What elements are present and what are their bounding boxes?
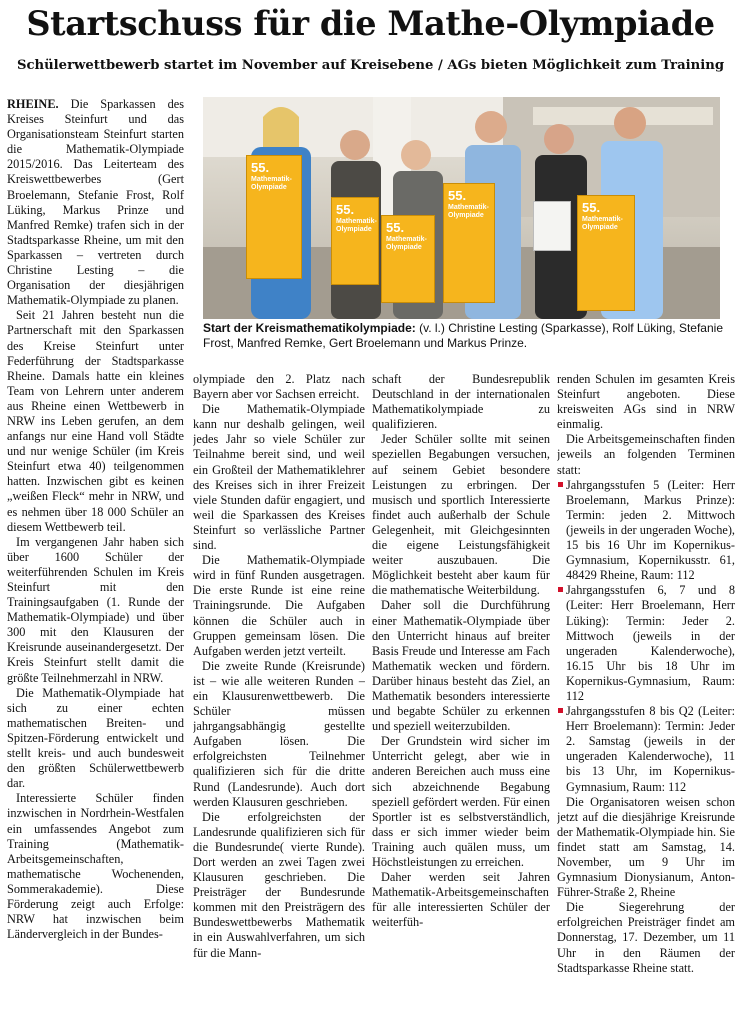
paragraph-19: Die Siegerehrung der erfolgreichen Preisträger findet am Donnerstag, 17. Dezember, um 11 Uhr in den Räumen der Stadtsparkasse Rheine statt.	[557, 900, 735, 975]
headline: Startschuss für die Mathe-Olympiade	[26, 4, 715, 43]
paragraph-14: Der Grundstein wird sicher im Unterricht gelegt, aber wie in anderen Bereichen auch muss eine sich abzeichnende Begabung speziell gefördert werden. Für einen Sportler ist es selbstverständlich, dass er sich immer wieder beim Training auch quälen muss, um Höchstleistungen zu erreichen.	[372, 734, 550, 869]
paragraph-10: Die erfolgreichsten der Landesrunde qualifizieren sich für die Bundesrunde( vierte Runde). Dort werden an zwei Tagen zwei Klausuren geschrieben. Die Preisträger der Bundesrunde kommen mit den Preisträgern des Bundeswettbewerbs Mathematik in ein Auswahlverfahren, um sich für die Mann-	[193, 809, 365, 960]
paragraph-18: Die Organisatoren weisen schon jetzt auf die diesjährige Kreisrunde der Mathematik-Olympiade hin. Sie findet statt am Samstag, 14. November, um 9 Uhr im Gymnasium Dionysianum, Anton-Führer-Straße 2, Rheine	[557, 794, 735, 900]
paragraph-1: RHEINE. Die Sparkassen des Kreises Steinfurt und das Organisationsteam Steinfurt starten die Mathematik-Olympiade 2015/2016. Das Leiterteam des Kreiswettbewerbes (Gert Broelemann, Stefanie Frost, Rolf Lüking, Markus Prinze und Manfred Remke) trafen sich in der Stadtsparkasse Rheine, um mit den Sparkassen – vertreten durch Christine Lesting – die Organisation der diesjährigen Mathematik-Olympiade zu planen.	[7, 97, 184, 308]
paragraph-7: Die Mathematik-Olympiade kann nur deshalb gelingen, weil jedes Jahr so viele Schüler zur Teilnahme bereit sind, und weil ein Großteil der Mathematiklehrer des Kreises sich in ihrer Freizeit viele Stunden dafür engagiert, und weil die Sparkassen des Kreises Steinfurt so verlässliche Partner sind.	[193, 402, 365, 553]
paragraph-17: Die Arbeitsgemeinschaften finden jeweils an folgenden Terminen statt:	[557, 432, 735, 477]
poster-2: 55. Mathematik-Olympiade	[331, 197, 379, 285]
paragraph-2: Seit 21 Jahren besteht nun die Partnerschaft mit den Sparkassen des Kreise Steinfurt unter Federführung der Stadtsparkasse Rheine. Damals hatte ein kleines Team von Lehrern unter anderem aus Rheine einen Wettbewerb in NRW ins Leben gerufen, an dem anfangs nur eine Hand voll Städte und nur wenige Schüler (im Kreis Steinfurt etwa 40) teilgenommen hatten. Inzwischen gibt es keinen „weißen Fleck“ mehr in NRW, und es nehmen über 18 000 Schüler an diesem Wettbewerb teil.	[7, 308, 184, 534]
bullet-square-icon	[558, 482, 563, 487]
caption-text: (v. l.) Christine Lesting (Sparkasse), Rolf Lüking, Stefanie Frost, Manfred Remke, Gert Broelemann und Markus Prinze.	[203, 321, 723, 350]
paragraph-6: olympiade den 2. Platz nach Bayern aber vor Sachsen erreicht.	[193, 372, 365, 402]
article-column-1-text	[7, 97, 184, 1027]
photo-caption	[203, 321, 727, 351]
article-column-2	[193, 372, 365, 1027]
poster-4: 55. Mathematik-Olympiade	[443, 183, 495, 303]
poster-3: 55. Mathematik-Olympiade	[381, 215, 435, 303]
schedule-item: Jahrgangsstufen 6, 7 und 8 (Leiter: Herr Broelemann, Herr Lüking): Termin: Jeder 2. Mittwoch (jeweils in der ungeraden Kalenderwoche), 16.15 Uhr bis 18 Uhr im Kopernikus-Gymnasium, Raum: 112	[557, 583, 735, 704]
paragraph-15: Daher werden seit Jahren Mathematik-Arbeitsgemeinschaften für alle interessierten Schüler der weiterfüh-	[372, 870, 550, 930]
schedule-item: Jahrgangsstufen 8 bis Q2 (Leiter: Herr Broelemann): Termin: Jeder 2. Samstag (jeweils in der ungeraden Kalenderwoche), 11 bis 13 Uhr, im Kopernikus-Gymnasium, Raum: 112	[557, 704, 735, 795]
article-column-3	[372, 372, 550, 1027]
paragraph-16: renden Schulen im gesamten Kreis Steinfurt angeboten. Diese kreisweiten AGs sind in NRW einmalig.	[557, 372, 735, 432]
certificate-paper	[533, 201, 571, 251]
article-photo	[203, 97, 720, 319]
paragraph-13: Daher soll die Durchführung einer Mathematik-Olympiade über den Unterricht hinaus auf breiter Basis Freude und Interesse am Fach Mathematik wecken und fördern. Darüber hinaus besteht das Ziel, an Mathematik besonders interessierte und begabte Schüler zu erkennen und speziell weiterzubilden.	[372, 598, 550, 734]
paragraph-9: Die zweite Runde (Kreisrunde) ist – wie alle weiteren Runden – ein Klausurenwettbewerb. Die Schüler müssen jahrgangsabhängig gestellte Aufgaben lösen. Die erfolgreichsten Teilnehmer qualifizieren sich für die dritte Rund (Landesrunde). Auch dort werden Klausuren geschrieben.	[193, 658, 365, 809]
dateline: RHEINE.	[7, 97, 59, 111]
article-column-4	[557, 372, 735, 1027]
paragraph-5: Interessierte Schüler finden inzwischen in Nordrhein-Westfalen ein umfassendes Angebot zum Training (Mathematik-Arbeitsgemeinschaften, mathematische Wochenenden, Sommerakademie). Diese Förderung zeigt auch Erfolge: NRW hat inzwischen beim Ländervergleich in der Bundes-	[7, 791, 184, 942]
poster-1: 55. Mathematik-Olympiade	[246, 155, 302, 279]
paragraph-3: Im vergangenen Jahr haben sich über 1600 Schüler der weiterführenden Schulen im Kreis Steinfurt mit den Trainingsaufgaben (1. Runde der Mathematik-Olympiade) und über 300 mit den Klausuren der Kreisrunde auseinandergesetzt. Der Kreis Steinfurt stellt damit die größte Teilnehmerzahl in NRW.	[7, 534, 184, 685]
paragraph-8: Die Mathematik-Olympiade wird in fünf Runden ausgetragen. Die erste Runde ist eine reine Trainingsrunde. Die Aufgaben können die Schüler auch in Gruppen gemeinsam lösen. Die Aufgaben werden jetzt verteilt.	[193, 553, 365, 658]
paragraph-4: Die Mathematik-Olympiade hat sich zu einer echten mathematischen Breiten- und Spitzen-Förderung entwickelt und stellt kreis- und auch bundesweit den größten Schülerwettbewerb dar.	[7, 685, 184, 791]
bullet-square-icon	[558, 587, 563, 592]
bullet-square-icon	[558, 708, 563, 713]
paragraph-11: schaft der Bundesrepublik Deutschland in der internationalen Mathematikolympiade zu qualifizieren.	[372, 372, 550, 432]
poster-5: 55. Mathematik-Olympiade	[577, 195, 635, 311]
paragraph-12: Jeder Schüler sollte mit seinen speziellen Begabungen versuchen, auf seinem Gebiet besondere Leistungen zu erbringen. Der musisch und sportlich Interessierte findet auch außerhalb der Schule Gelegenheit, mit Gleichgesinnten die eigene Leistungsfähigkeit weiter auszubauen. Die Möglichkeit besteht aber kaum für die mathematische Weiterbildung.	[372, 432, 550, 598]
caption-lead: Start der Kreismathematikolympiade:	[203, 321, 416, 335]
schedule-item: Jahrgangsstufen 5 (Leiter: Herr Broelemann, Markus Prinze): Termin: jeden 2. Mittwoch (jeweils in der ungeraden Woche), 15 bis 16 Uhr im Kopernikus-Gymnasium, Kopernikusstr. 61, 48429 Rheine, Raum: 112	[557, 478, 735, 584]
subheadline: Schülerwettbewerb startet im November auf Kreisebene / AGs bieten Möglichkeit zum Training	[16, 58, 725, 73]
